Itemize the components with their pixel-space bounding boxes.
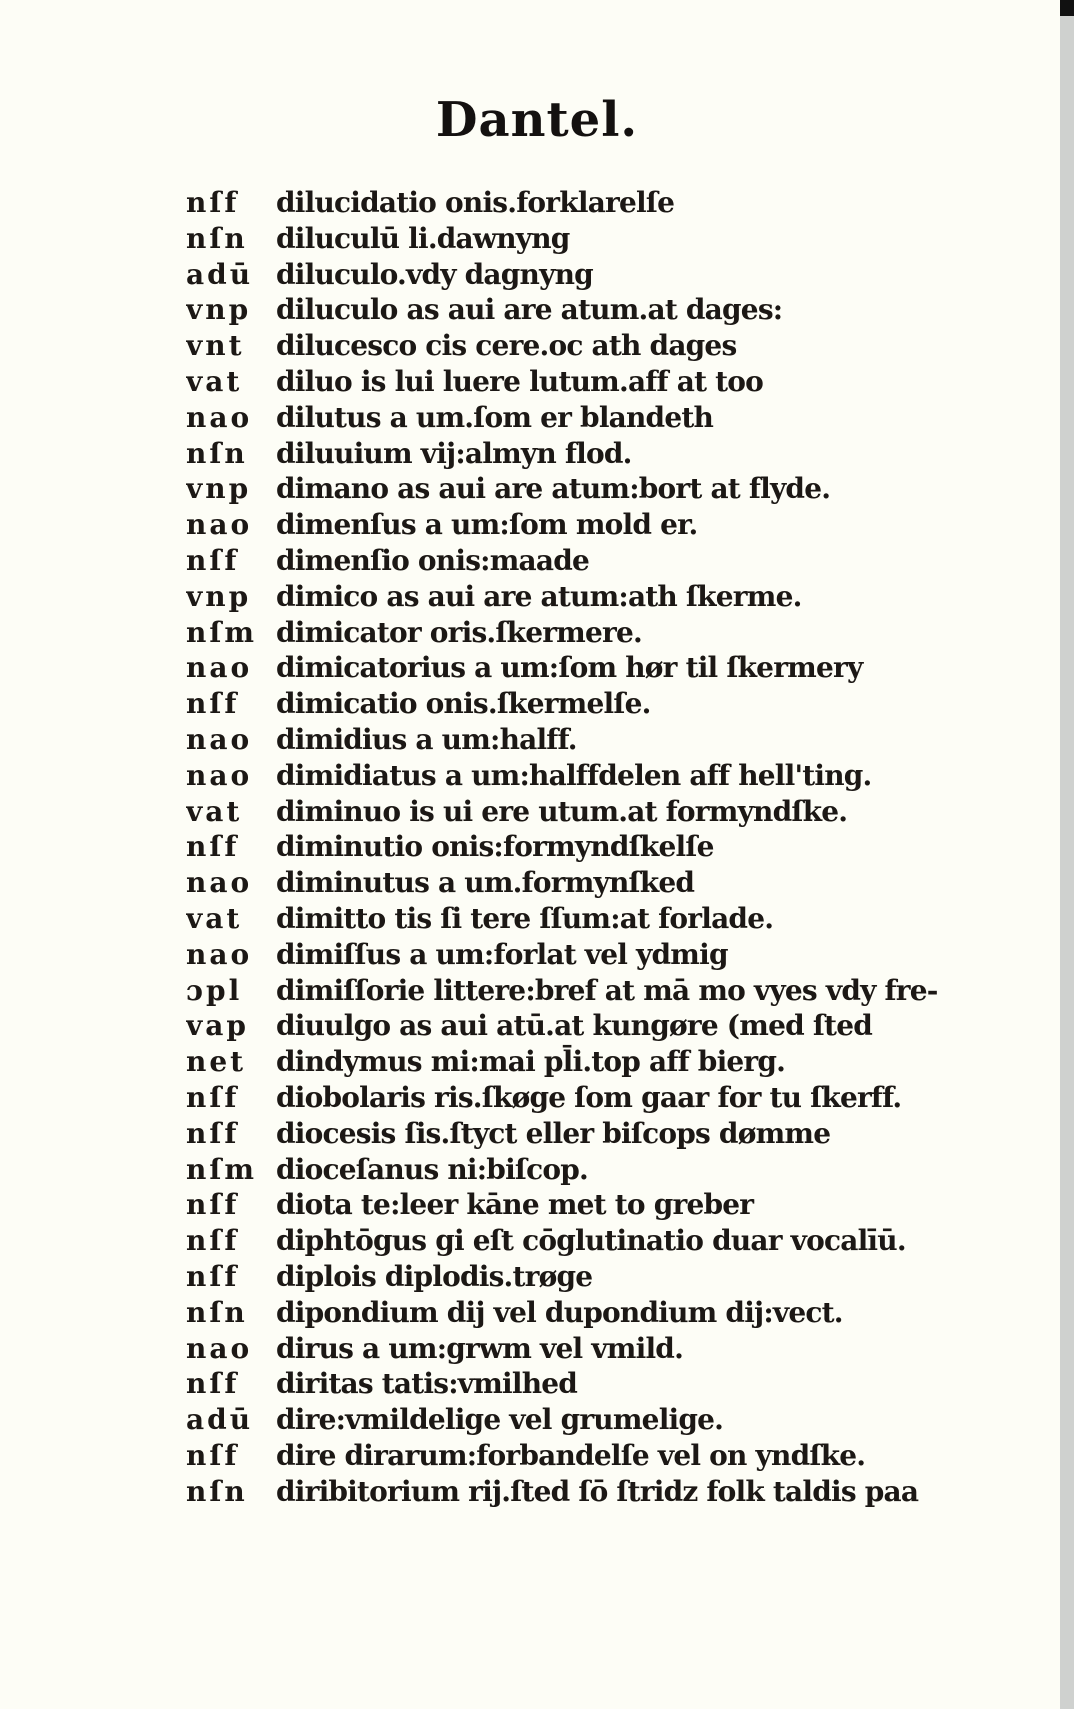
scan-edge: [1060, 0, 1074, 1709]
dictionary-entry: [186, 328, 966, 364]
entry-text: dimidius a um:halff.: [276, 722, 577, 756]
grammar-code: nſf: [186, 1188, 240, 1222]
dictionary-entry: [186, 185, 966, 221]
page-header: Dantel.: [435, 92, 639, 148]
grammar-code: nſn: [186, 436, 248, 470]
entry-text: dimano as aui are atum:bort at flyde.: [276, 472, 831, 506]
dictionary-entry: [186, 543, 966, 579]
grammar-code: vap: [186, 1009, 249, 1043]
entry-text: diuulgo as aui atū.at kungøre (med ſted: [276, 1009, 872, 1043]
entry-text: diluculo as aui are atum.at dages:: [276, 293, 783, 327]
grammar-code: nao: [186, 508, 253, 542]
dictionary-entry: [186, 650, 966, 686]
grammar-code: nſf: [186, 1224, 240, 1258]
grammar-code: nao: [186, 400, 253, 434]
dictionary-entry: [186, 1438, 966, 1474]
entry-text: dimicatio onis.ſkermelſe.: [276, 687, 651, 721]
grammar-code: nao: [186, 937, 253, 971]
grammar-code: nſn: [186, 1295, 248, 1329]
entry-text: dindymus mi:mai pl̄i.top aff bierg.: [276, 1045, 786, 1079]
dictionary-entry: [186, 865, 966, 901]
dictionary-entry: [186, 722, 966, 758]
dictionary-entry: [186, 579, 966, 615]
entry-text: diluculo.vdy dagnyng: [276, 257, 593, 291]
dictionary-entry: [186, 221, 966, 257]
entry-text: dimicatorius a um:ſom hør til ſkermery: [276, 651, 863, 685]
entry-text: diocesis ſis.ſtyct eller biſcops dømme: [276, 1116, 831, 1150]
entry-text: diribitorium rij.ſted ſō ſtridz folk taldis paa: [276, 1474, 919, 1508]
grammar-code: adū: [186, 1403, 254, 1437]
dictionary-entry: [186, 1295, 966, 1331]
grammar-code: nſf: [186, 687, 240, 721]
entry-text: dioceſanus ni:biſcop.: [276, 1152, 589, 1186]
entry-text: dimiſſus a um:forlat vel ydmig: [276, 937, 728, 971]
dictionary-entry: [186, 758, 966, 794]
grammar-code: nſn: [186, 1474, 248, 1508]
grammar-code: nſf: [186, 543, 240, 577]
entry-text: dimiſſorie littere:bref at mā mo vyes vdy fre-: [276, 973, 938, 1007]
dictionary-entry: [186, 1152, 966, 1188]
dictionary-entry: [186, 507, 966, 543]
dictionary-entry: [186, 1474, 966, 1510]
entry-text: dimenſio onis:maade: [276, 543, 589, 577]
entry-text: dimitto tis ſi tere ſſum:at forlade.: [276, 901, 774, 935]
dictionary-entry: [186, 1187, 966, 1223]
entry-text: diritas tatis:vmilhed: [276, 1367, 578, 1401]
dictionary-entry: [186, 686, 966, 722]
entry-text: diplois diplodis.trøge: [276, 1259, 593, 1293]
entry-text: dimenſus a um:ſom mold er.: [276, 508, 698, 542]
grammar-code: nſf: [186, 1438, 240, 1472]
dictionary-entry: [186, 1259, 966, 1295]
entry-text: dilucidatio onis.forklarelſe: [276, 186, 675, 219]
dictionary-entry: [186, 364, 966, 400]
grammar-code: nſm: [186, 615, 258, 649]
dictionary-entry: [186, 1331, 966, 1367]
entry-text: diminuo is ui ere utum.at formyndſke.: [276, 794, 848, 828]
grammar-code: nſf: [186, 1116, 240, 1150]
entry-text: dipondium dij vel dupondium dij:vect.: [276, 1295, 843, 1329]
dictionary-entry: [186, 829, 966, 865]
entry-text: dire dirarum:forbandelſe vel on yndſke.: [276, 1438, 866, 1472]
dictionary-entry: [186, 973, 966, 1009]
entry-text: dire:vmildelige vel grumelige.: [276, 1403, 724, 1437]
grammar-code: ɔpl: [186, 973, 243, 1007]
grammar-code: vnp: [186, 472, 252, 506]
grammar-code: adū: [186, 257, 254, 291]
dictionary-entry: [186, 794, 966, 830]
grammar-code: nao: [186, 866, 253, 900]
entry-text: dirus a um:grwm vel vmild.: [276, 1331, 684, 1365]
dictionary-entry: [186, 1044, 966, 1080]
grammar-code: nſf: [186, 1080, 240, 1114]
dictionary-entry: [186, 615, 966, 651]
dictionary-entry: [186, 1116, 966, 1152]
grammar-code: nao: [186, 651, 253, 685]
dictionary-entry: [186, 400, 966, 436]
dictionary-entry: [186, 292, 966, 328]
grammar-code: vnp: [186, 293, 252, 327]
grammar-code: vnt: [186, 329, 245, 363]
grammar-code: vat: [186, 364, 243, 398]
entry-text: dilucesco cis cere.oc ath dages: [276, 329, 737, 363]
grammar-code: nſf: [186, 1367, 240, 1401]
grammar-code: nſf: [186, 186, 240, 219]
grammar-code: vnp: [186, 579, 252, 613]
grammar-code: nao: [186, 758, 253, 792]
entry-text: diluuium vij:almyn flod.: [276, 436, 632, 470]
entry-text: diminutus a um.formynſked: [276, 866, 695, 900]
grammar-code: vat: [186, 794, 243, 828]
entry-text: diobolaris ris.ſkøge ſom gaar for tu ſkerff.: [276, 1080, 902, 1114]
dictionary-entry: [186, 937, 966, 973]
dictionary-entry: [186, 1223, 966, 1259]
entry-text: diminutio onis:formyndſkelſe: [276, 830, 714, 864]
dictionary-entries: [186, 185, 966, 1509]
scan-corner-mark: [1060, 0, 1074, 16]
grammar-code: nſf: [186, 830, 240, 864]
grammar-code: nſn: [186, 221, 248, 255]
dictionary-entry: [186, 1402, 966, 1438]
dictionary-entry: [186, 257, 966, 293]
dictionary-entry: [186, 436, 966, 472]
entry-text: dilutus a um.ſom er blandeth: [276, 400, 714, 434]
entry-text: diphtōgus gi eſt cōglutinatio duar vocalīū.: [276, 1224, 906, 1258]
grammar-code: nſm: [186, 1152, 258, 1186]
entry-text: diluculū li.dawnyng: [276, 221, 570, 255]
dictionary-entry: [186, 901, 966, 937]
grammar-code: vat: [186, 901, 243, 935]
entry-text: dimidiatus a um:halffdelen aff hell'ting.: [276, 758, 872, 792]
entry-text: dimico as aui are atum:ath ſkerme.: [276, 579, 802, 613]
entry-text: dimicator oris.ſkermere.: [276, 615, 642, 649]
dictionary-entry: [186, 1008, 966, 1044]
entry-text: diluo is lui luere lutum.aff at too: [276, 364, 764, 398]
dictionary-entry: [186, 471, 966, 507]
grammar-code: net: [186, 1045, 247, 1079]
dictionary-entry: [186, 1366, 966, 1402]
grammar-code: nao: [186, 1331, 253, 1365]
grammar-code: nſf: [186, 1259, 240, 1293]
dictionary-entry: [186, 1080, 966, 1116]
grammar-code: nao: [186, 722, 253, 756]
entry-text: diota te:leer kāne met to greber: [276, 1188, 754, 1222]
